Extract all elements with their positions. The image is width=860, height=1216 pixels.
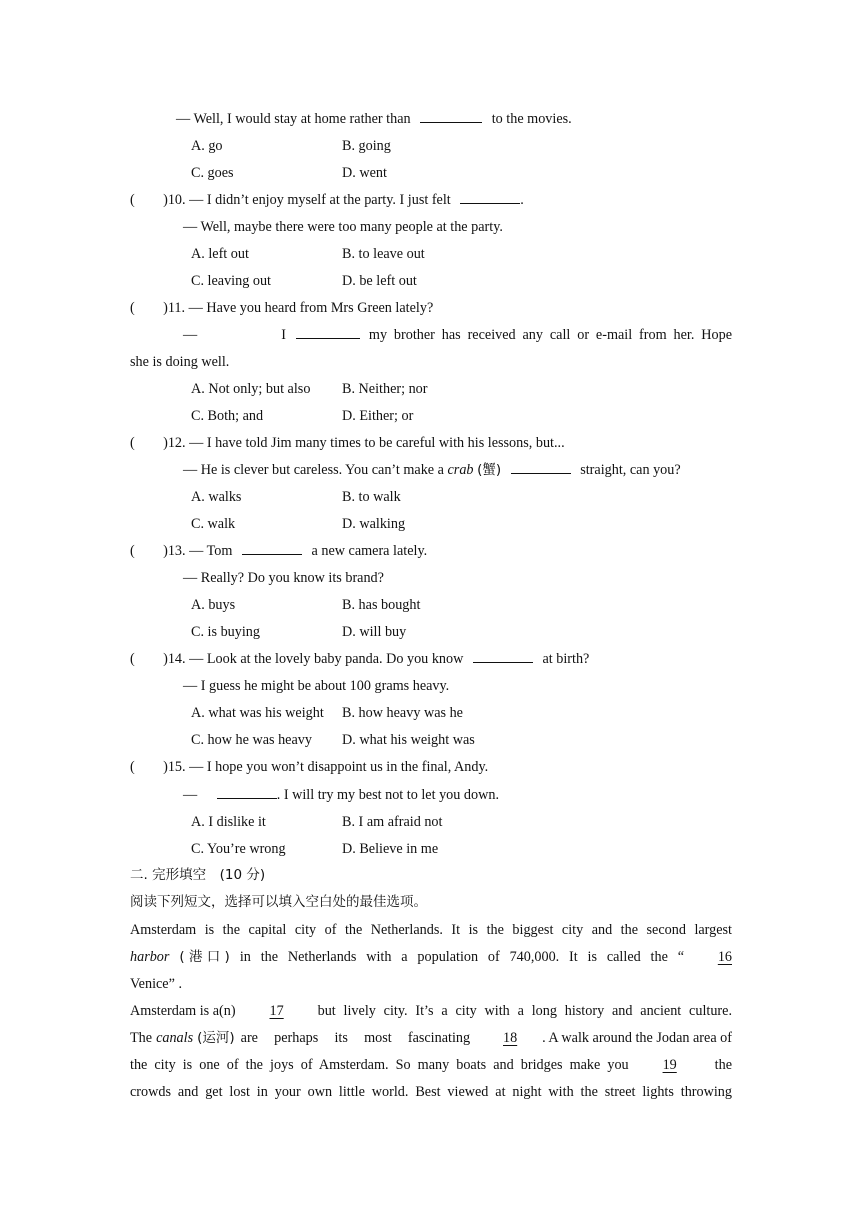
q13-option-b[interactable]: B. has bought xyxy=(342,597,421,613)
q15-option-d[interactable]: D. Believe in me xyxy=(342,841,439,857)
q15-option-c[interactable]: C. You’re wrong xyxy=(191,841,286,857)
q10-option-c[interactable]: C. leaving out xyxy=(191,273,271,289)
q15-reply: — . I will try my best not to let you down. xyxy=(183,787,499,803)
q10-reply: — Well, maybe there were too many people at the party. xyxy=(183,219,503,235)
q11-option-b[interactable]: B. Neither; nor xyxy=(342,381,428,397)
passage-p2-line4: crowds and get lost in your own little world. Best viewed at night with the street lights throwing xyxy=(130,1084,732,1100)
q13-blank[interactable] xyxy=(242,542,302,555)
q13-option-c[interactable]: C. is buying xyxy=(191,624,260,640)
q15-answer-paren[interactable]: ( )15. xyxy=(130,759,186,775)
q14-answer-paren[interactable]: ( )14. xyxy=(130,651,186,667)
q10-option-d[interactable]: D. be left out xyxy=(342,273,417,289)
q15-blank[interactable] xyxy=(217,786,277,799)
q14-stem: ( )14. — Look at the lovely baby panda. Do you know at birth? xyxy=(130,651,590,667)
q15-option-b[interactable]: B. I am afraid not xyxy=(342,814,443,830)
blank-16[interactable]: 16 xyxy=(717,949,732,965)
passage-p1-line3: Venice” . xyxy=(130,976,182,992)
q12-option-b[interactable]: B. to walk xyxy=(342,489,401,505)
q11-reply-cont: she is doing well. xyxy=(130,354,230,370)
q9-reply: — Well, I would stay at home rather than to the movies. xyxy=(176,111,572,127)
q12-option-d[interactable]: D. walking xyxy=(342,516,406,532)
q9-option-a[interactable]: A. go xyxy=(191,138,223,154)
q9-option-c[interactable]: C. goes xyxy=(191,165,234,181)
q15-stem: ( )15. — I hope you won’t disappoint us in the final, Andy. xyxy=(130,759,489,775)
q11-reply: — I my brother has received any call or e-mail from her. Hope xyxy=(183,327,732,343)
q14-option-c[interactable]: C. how he was heavy xyxy=(191,732,312,748)
q10-answer-paren[interactable]: ( )10. xyxy=(130,192,186,208)
q10-option-b[interactable]: B. to leave out xyxy=(342,246,425,262)
q12-stem: ( )12. — I have told Jim many times to be careful with his lessons, but... xyxy=(130,435,565,451)
q10-blank[interactable] xyxy=(460,191,520,204)
q11-stem: ( )11. — Have you heard from Mrs Green lately? xyxy=(130,300,434,316)
q11-blank[interactable] xyxy=(296,326,360,339)
q12-answer-paren[interactable]: ( )12. xyxy=(130,435,186,451)
q14-option-a[interactable]: A. what was his weight xyxy=(191,705,324,721)
q13-option-a[interactable]: A. buys xyxy=(191,597,236,613)
q11-option-a[interactable]: A. Not only; but also xyxy=(191,381,311,397)
q11-option-c[interactable]: C. Both; and xyxy=(191,408,264,424)
passage-p1-line1: Amsterdam is the capital city of the Netherlands. It is the biggest city and the second largest xyxy=(130,922,732,938)
q13-option-d[interactable]: D. will buy xyxy=(342,624,407,640)
q10-option-a[interactable]: A. left out xyxy=(191,246,249,262)
passage-p1-line2: harbor ( 港 口 ) in the Netherlands with a population of 740,000. It is called the “ 16 xyxy=(130,949,732,965)
q11-option-d[interactable]: D. Either; or xyxy=(342,408,414,424)
passage-p2-line3: the city is one of the joys of Amsterdam. So many boats and bridges make you 19 the xyxy=(130,1057,732,1073)
q9-option-d[interactable]: D. went xyxy=(342,165,387,181)
q13-reply: — Really? Do you know its brand? xyxy=(183,570,384,586)
q12-option-a[interactable]: A. walks xyxy=(191,489,242,505)
q14-option-d[interactable]: D. what his weight was xyxy=(342,732,475,748)
q14-reply: — I guess he might be about 100 grams heavy. xyxy=(183,678,450,694)
q12-reply: — He is clever but careless. You can’t make a crab (蟹) straight, can you? xyxy=(183,462,681,478)
q11-answer-paren[interactable]: ( )11. xyxy=(130,300,186,316)
q13-answer-paren[interactable]: ( )13. xyxy=(130,543,186,559)
passage-p2-line1: Amsterdam is a(n) 17 but lively city. It’s a city with a long history and ancient culture. xyxy=(130,1003,732,1019)
q12-option-c[interactable]: C. walk xyxy=(191,516,236,532)
blank-18[interactable]: 18 xyxy=(503,1030,518,1046)
q9-option-b[interactable]: B. going xyxy=(342,138,391,154)
q14-blank[interactable] xyxy=(473,650,533,663)
q10-stem: ( )10. — I didn’t enjoy myself at the party. I just felt . xyxy=(130,192,524,208)
q13-stem: ( )13. — Tom a new camera lately. xyxy=(130,543,428,559)
q9-blank[interactable] xyxy=(420,110,482,123)
blank-19[interactable]: 19 xyxy=(662,1057,677,1073)
q15-option-a[interactable]: A. I dislike it xyxy=(191,814,266,830)
blank-17[interactable]: 17 xyxy=(269,1003,284,1019)
passage-p2-line2: The canals (运河) are perhaps its most fascinating 18 . A walk around the Jodan area of xyxy=(130,1030,732,1046)
section-instruction: 阅读下列短文，选择可以填入空白处的最佳选项。 xyxy=(130,894,427,910)
q12-blank[interactable] xyxy=(511,461,571,474)
section-heading: 二. 完形填空 (10 分) xyxy=(130,867,266,883)
q14-option-b[interactable]: B. how heavy was he xyxy=(342,705,463,721)
